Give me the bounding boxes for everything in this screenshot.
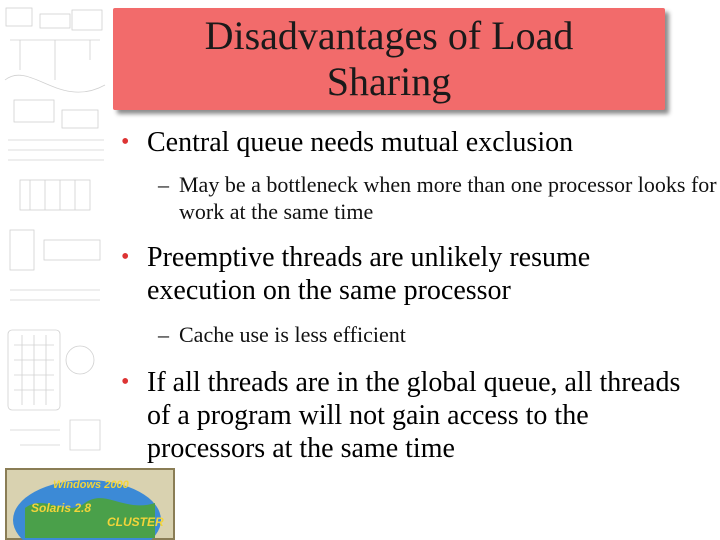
bullet-1-text: Central queue needs mutual exclusion — [147, 127, 574, 158]
bullet-2 — [113, 241, 667, 307]
sub-bullet-2-1-text: Cache use is less efficient — [179, 322, 406, 347]
bullet-list — [113, 120, 717, 465]
bullet-3 — [113, 366, 707, 465]
logo-text-solaris: Solaris 2.8 — [31, 501, 92, 515]
bullet-dot-icon: • — [121, 244, 130, 270]
dash-icon: – — [158, 172, 169, 197]
windows-solaris-cluster-logo — [5, 468, 175, 540]
dash-icon: – — [158, 322, 169, 347]
slide-title-box — [113, 8, 665, 110]
logo-text-windows: Windows 2000 — [53, 479, 129, 491]
sub-bullet-2-1 — [113, 321, 703, 348]
bullet-3-text: If all threads are in the global queue, all threads of a program will not gain access to the processors at the same time — [147, 367, 681, 464]
bullet-dot-icon: • — [121, 369, 130, 395]
bullet-2-text: Preemptive threads are unlikely resume execution on the same processor — [147, 242, 591, 306]
sub-bullet-1-1 — [113, 171, 719, 225]
sub-bullet-1-1-text: May be a bottleneck when more than one processor looks for work at the same time — [179, 172, 717, 224]
bullet-1 — [113, 126, 703, 159]
bullet-dot-icon: • — [121, 129, 130, 155]
slide-title: Disadvantages of Load Sharing — [204, 13, 574, 104]
side-circuit-art — [0, 0, 112, 540]
logo-text-cluster: CLUSTER — [107, 515, 164, 529]
